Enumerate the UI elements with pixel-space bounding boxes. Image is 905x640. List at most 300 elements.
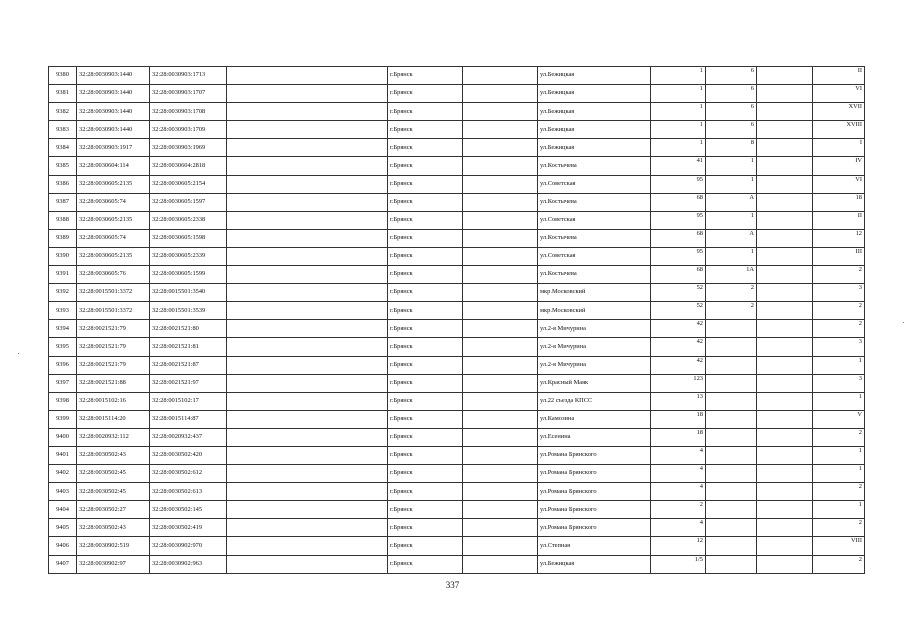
- cell-row-number: 9381: [49, 85, 77, 103]
- cell-city: г.Брянск: [388, 229, 463, 247]
- cell-street: ул.2-я Мичурина: [538, 338, 651, 356]
- cell-apartment: 1: [813, 465, 865, 483]
- cell-cadastral-block: 32:28:0015501:3372: [77, 302, 150, 320]
- cell-empty-col: [227, 211, 388, 229]
- cell-building: [706, 501, 757, 519]
- cell-street: ул.Костычева: [538, 229, 651, 247]
- cell-building: [706, 519, 757, 537]
- cell-empty-col: [463, 374, 538, 392]
- cell-house-number: 1: [651, 103, 706, 121]
- cell-city: г.Брянск: [388, 139, 463, 157]
- cell-cadastral-block: 32:28:0030502:45: [77, 465, 150, 483]
- cell-apartment: 3: [813, 374, 865, 392]
- cell-cadastral-block: 32:28:0030605:76: [77, 266, 150, 284]
- cell-empty-col: [227, 555, 388, 573]
- cell-empty-col: [757, 483, 813, 501]
- cell-cadastral-number: 32:28:0030903:1707: [150, 85, 227, 103]
- cell-empty-col: [463, 410, 538, 428]
- cell-cadastral-block: 32:28:0030902:97: [77, 555, 150, 573]
- cell-apartment: IV: [813, 157, 865, 175]
- cell-cadastral-number: 32:28:0030605:1598: [150, 229, 227, 247]
- cell-cadastral-number: 32:28:0021521:80: [150, 320, 227, 338]
- cell-cadastral-block: 32:28:0021521:88: [77, 374, 150, 392]
- cell-street: ул.Советская: [538, 175, 651, 193]
- cell-building: [706, 374, 757, 392]
- cell-city: г.Брянск: [388, 67, 463, 85]
- cell-building: 1: [706, 157, 757, 175]
- table-row: [49, 338, 865, 356]
- cell-city: г.Брянск: [388, 211, 463, 229]
- table-row: [49, 356, 865, 374]
- cell-house-number: 13: [651, 392, 706, 410]
- scan-mark: [18, 353, 19, 354]
- cell-building: 6: [706, 103, 757, 121]
- scan-mark: [903, 322, 904, 323]
- cell-empty-col: [227, 175, 388, 193]
- cell-cadastral-number: 32:28:0030502:613: [150, 483, 227, 501]
- cell-building: [706, 320, 757, 338]
- cell-building: [706, 338, 757, 356]
- cell-row-number: 9405: [49, 519, 77, 537]
- cell-empty-col: [757, 121, 813, 139]
- cell-house-number: 4: [651, 465, 706, 483]
- cell-cadastral-block: 32:28:0030903:1917: [77, 139, 150, 157]
- cell-row-number: 9399: [49, 410, 77, 428]
- cell-cadastral-block: 32:28:0015501:3372: [77, 284, 150, 302]
- cell-empty-col: [757, 229, 813, 247]
- cell-cadastral-number: 32:28:0030605:2338: [150, 211, 227, 229]
- cell-cadastral-block: 32:28:0030903:1440: [77, 67, 150, 85]
- table-row: [49, 465, 865, 483]
- cell-row-number: 9406: [49, 537, 77, 555]
- cell-empty-col: [227, 356, 388, 374]
- cell-empty-col: [463, 320, 538, 338]
- cell-apartment: I: [813, 139, 865, 157]
- table-row: [49, 193, 865, 211]
- cell-empty-col: [757, 211, 813, 229]
- cell-cadastral-number: 32:28:0030605:1597: [150, 193, 227, 211]
- cell-building: 2: [706, 302, 757, 320]
- cell-empty-col: [463, 519, 538, 537]
- cell-cadastral-number: 32:28:0030502:612: [150, 465, 227, 483]
- cell-row-number: 9380: [49, 67, 77, 85]
- cell-city: г.Брянск: [388, 284, 463, 302]
- cell-apartment: III: [813, 247, 865, 265]
- cell-row-number: 9404: [49, 501, 77, 519]
- cell-apartment: 2: [813, 266, 865, 284]
- cell-city: г.Брянск: [388, 302, 463, 320]
- cell-city: г.Брянск: [388, 247, 463, 265]
- cell-empty-col: [463, 229, 538, 247]
- cell-cadastral-number: 32:28:0030605:2339: [150, 247, 227, 265]
- cell-cadastral-block: 32:28:0030903:1440: [77, 103, 150, 121]
- cell-row-number: 9386: [49, 175, 77, 193]
- cell-house-number: 1: [651, 85, 706, 103]
- cell-row-number: 9384: [49, 139, 77, 157]
- table-row: [49, 157, 865, 175]
- cell-house-number: 68: [651, 266, 706, 284]
- cell-row-number: 9397: [49, 374, 77, 392]
- cell-row-number: 9392: [49, 284, 77, 302]
- cell-empty-col: [227, 392, 388, 410]
- cell-empty-col: [757, 175, 813, 193]
- table-body: [49, 67, 865, 574]
- cell-empty-col: [757, 338, 813, 356]
- cell-city: г.Брянск: [388, 465, 463, 483]
- table-row: [49, 302, 865, 320]
- cell-street: ул.Костычева: [538, 266, 651, 284]
- cell-cadastral-block: 32:28:0021521:79: [77, 338, 150, 356]
- cell-house-number: 123: [651, 374, 706, 392]
- cell-empty-col: [227, 446, 388, 464]
- table-row: [49, 537, 865, 555]
- cell-cadastral-number: 32:28:0030605:1599: [150, 266, 227, 284]
- cell-empty-col: [463, 465, 538, 483]
- cell-cadastral-number: 32:28:0030903:1708: [150, 103, 227, 121]
- cell-cadastral-number: 32:28:0015102:17: [150, 392, 227, 410]
- cell-cadastral-number: 32:28:0015114:87: [150, 410, 227, 428]
- cell-street: ул.Бежицкая: [538, 139, 651, 157]
- cell-house-number: 4: [651, 483, 706, 501]
- cell-city: г.Брянск: [388, 483, 463, 501]
- cell-empty-col: [757, 302, 813, 320]
- cell-building: 1: [706, 175, 757, 193]
- cell-cadastral-block: 32:28:0030502:43: [77, 519, 150, 537]
- table-row: [49, 139, 865, 157]
- cell-street: ул.Романа Брянского: [538, 483, 651, 501]
- cell-house-number: 95: [651, 247, 706, 265]
- cell-row-number: 9403: [49, 483, 77, 501]
- cell-empty-col: [463, 302, 538, 320]
- cell-apartment: VIII: [813, 537, 865, 555]
- cell-cadastral-block: 32:28:0015114:20: [77, 410, 150, 428]
- cell-cadastral-number: 32:28:0030903:1713: [150, 67, 227, 85]
- table-row: [49, 446, 865, 464]
- cell-empty-col: [463, 139, 538, 157]
- cell-cadastral-number: 32:28:0030903:1709: [150, 121, 227, 139]
- cell-empty-col: [757, 465, 813, 483]
- cell-building: 1: [706, 211, 757, 229]
- cell-empty-col: [463, 67, 538, 85]
- cell-cadastral-block: 32:28:0030604:114: [77, 157, 150, 175]
- cell-apartment: VI: [813, 85, 865, 103]
- cell-empty-col: [227, 121, 388, 139]
- cell-city: г.Брянск: [388, 175, 463, 193]
- cell-empty-col: [463, 284, 538, 302]
- table-row: [49, 121, 865, 139]
- cell-empty-col: [757, 193, 813, 211]
- cell-apartment: 1: [813, 356, 865, 374]
- table-row: [49, 519, 865, 537]
- cell-cadastral-block: 32:28:0030605:2135: [77, 175, 150, 193]
- cell-cadastral-number: 32:28:0030502:420: [150, 446, 227, 464]
- cell-empty-col: [227, 266, 388, 284]
- cell-cadastral-number: 32:28:0030902:970: [150, 537, 227, 555]
- page-number: 337: [445, 580, 460, 590]
- cell-street: ул.Бежицкая: [538, 85, 651, 103]
- cell-apartment: 2: [813, 428, 865, 446]
- cell-apartment: 3: [813, 284, 865, 302]
- cell-empty-col: [463, 501, 538, 519]
- cell-building: [706, 555, 757, 573]
- cell-cadastral-number: 32:28:0030902:963: [150, 555, 227, 573]
- cell-street: ул.Советская: [538, 247, 651, 265]
- cell-house-number: 95: [651, 211, 706, 229]
- cell-house-number: 95: [651, 175, 706, 193]
- cell-building: [706, 428, 757, 446]
- cell-building: А: [706, 229, 757, 247]
- table-row: [49, 428, 865, 446]
- cell-apartment: 2: [813, 302, 865, 320]
- cell-empty-col: [463, 446, 538, 464]
- cell-city: г.Брянск: [388, 121, 463, 139]
- cell-house-number: 18: [651, 428, 706, 446]
- cell-row-number: 9401: [49, 446, 77, 464]
- cell-empty-col: [227, 302, 388, 320]
- cell-empty-col: [227, 320, 388, 338]
- table-row: [49, 211, 865, 229]
- cell-building: 1: [706, 247, 757, 265]
- cell-apartment: 2: [813, 519, 865, 537]
- cell-building: [706, 465, 757, 483]
- cell-street: ул.Бежицкая: [538, 121, 651, 139]
- cell-cadastral-block: 32:28:0030903:1440: [77, 121, 150, 139]
- cell-empty-col: [463, 121, 538, 139]
- cell-cadastral-number: 32:28:0015501:3539: [150, 302, 227, 320]
- table-row: [49, 85, 865, 103]
- cell-city: г.Брянск: [388, 537, 463, 555]
- cell-empty-col: [757, 555, 813, 573]
- cell-empty-col: [227, 193, 388, 211]
- cell-empty-col: [463, 537, 538, 555]
- cell-row-number: 9394: [49, 320, 77, 338]
- cell-empty-col: [757, 247, 813, 265]
- cell-street: ул.Бежицкая: [538, 555, 651, 573]
- cell-street: ул.Есенина: [538, 428, 651, 446]
- cell-empty-col: [227, 139, 388, 157]
- cell-house-number: 42: [651, 338, 706, 356]
- property-table: [48, 66, 865, 574]
- cell-empty-col: [463, 103, 538, 121]
- cell-building: [706, 483, 757, 501]
- cell-apartment: V: [813, 410, 865, 428]
- cell-house-number: 1: [651, 139, 706, 157]
- cell-empty-col: [463, 266, 538, 284]
- cell-building: А: [706, 193, 757, 211]
- cell-street: мкр.Московский: [538, 302, 651, 320]
- cell-cadastral-block: 32:28:0030605:2135: [77, 247, 150, 265]
- cell-house-number: 68: [651, 229, 706, 247]
- cell-empty-col: [227, 537, 388, 555]
- cell-cadastral-block: 32:28:0021521:79: [77, 356, 150, 374]
- cell-street: ул.Камозина: [538, 410, 651, 428]
- cell-empty-col: [227, 483, 388, 501]
- cell-house-number: 1: [651, 121, 706, 139]
- cell-empty-col: [463, 338, 538, 356]
- cell-house-number: 1: [651, 67, 706, 85]
- cell-house-number: 18: [651, 410, 706, 428]
- cell-city: г.Брянск: [388, 193, 463, 211]
- cell-apartment: 1: [813, 392, 865, 410]
- cell-apartment: 1: [813, 446, 865, 464]
- cell-empty-col: [757, 103, 813, 121]
- cell-city: г.Брянск: [388, 374, 463, 392]
- cell-row-number: 9383: [49, 121, 77, 139]
- cell-empty-col: [757, 67, 813, 85]
- cell-apartment: 2: [813, 555, 865, 573]
- cell-empty-col: [227, 103, 388, 121]
- cell-empty-col: [463, 483, 538, 501]
- cell-street: мкр.Московский: [538, 284, 651, 302]
- cell-empty-col: [463, 428, 538, 446]
- cell-row-number: 9400: [49, 428, 77, 446]
- cell-house-number: 52: [651, 284, 706, 302]
- cell-empty-col: [227, 428, 388, 446]
- cell-cadastral-block: 32:28:0030502:27: [77, 501, 150, 519]
- cell-row-number: 9398: [49, 392, 77, 410]
- cell-street: ул.Романа Брянского: [538, 446, 651, 464]
- cell-empty-col: [757, 392, 813, 410]
- cell-cadastral-block: 32:28:0030903:1440: [77, 85, 150, 103]
- cell-empty-col: [463, 85, 538, 103]
- cell-city: г.Брянск: [388, 501, 463, 519]
- cell-empty-col: [463, 193, 538, 211]
- cell-row-number: 9385: [49, 157, 77, 175]
- cell-building: [706, 392, 757, 410]
- cell-building: 1А: [706, 266, 757, 284]
- cell-row-number: 9391: [49, 266, 77, 284]
- cell-city: г.Брянск: [388, 356, 463, 374]
- cell-cadastral-number: 32:28:0020932:437: [150, 428, 227, 446]
- cell-empty-col: [757, 284, 813, 302]
- cell-city: г.Брянск: [388, 266, 463, 284]
- cell-row-number: 9387: [49, 193, 77, 211]
- cell-city: г.Брянск: [388, 103, 463, 121]
- table-row: [49, 410, 865, 428]
- cell-row-number: 9395: [49, 338, 77, 356]
- cell-cadastral-block: 32:28:0015102:16: [77, 392, 150, 410]
- cell-building: 2: [706, 284, 757, 302]
- cell-house-number: 42: [651, 320, 706, 338]
- cell-row-number: 9388: [49, 211, 77, 229]
- cell-building: 6: [706, 121, 757, 139]
- cell-empty-col: [227, 85, 388, 103]
- cell-street: ул.Степная: [538, 537, 651, 555]
- cell-empty-col: [757, 356, 813, 374]
- cell-cadastral-number: 32:28:0030604:2818: [150, 157, 227, 175]
- cell-cadastral-block: 32:28:0030605:2135: [77, 211, 150, 229]
- cell-cadastral-number: 32:28:0021521:87: [150, 356, 227, 374]
- cell-city: г.Брянск: [388, 157, 463, 175]
- cell-street: ул.Романа Брянского: [538, 465, 651, 483]
- cell-empty-col: [227, 374, 388, 392]
- cell-empty-col: [227, 410, 388, 428]
- cell-apartment: 1: [813, 501, 865, 519]
- cell-city: г.Брянск: [388, 428, 463, 446]
- cell-apartment: VI: [813, 175, 865, 193]
- cell-apartment: XVII: [813, 103, 865, 121]
- cell-street: ул.2-я Мичурина: [538, 320, 651, 338]
- cell-cadastral-block: 32:28:0030502:45: [77, 483, 150, 501]
- cell-street: ул.Красный Маяк: [538, 374, 651, 392]
- cell-apartment: 2: [813, 483, 865, 501]
- cell-empty-col: [757, 446, 813, 464]
- cell-apartment: 3: [813, 338, 865, 356]
- cell-building: [706, 410, 757, 428]
- cell-city: г.Брянск: [388, 446, 463, 464]
- cell-empty-col: [227, 519, 388, 537]
- table-row: [49, 284, 865, 302]
- cell-empty-col: [757, 428, 813, 446]
- cell-building: 6: [706, 67, 757, 85]
- cell-row-number: 9407: [49, 555, 77, 573]
- cell-street: ул.2-я Мичурина: [538, 356, 651, 374]
- cell-street: ул.Костычева: [538, 157, 651, 175]
- cell-city: г.Брянск: [388, 338, 463, 356]
- cell-cadastral-block: 32:28:0030605:74: [77, 229, 150, 247]
- cell-empty-col: [227, 157, 388, 175]
- cell-city: г.Брянск: [388, 320, 463, 338]
- cell-empty-col: [757, 519, 813, 537]
- cell-building: [706, 356, 757, 374]
- cell-empty-col: [227, 465, 388, 483]
- table-row: [49, 555, 865, 573]
- cell-building: [706, 446, 757, 464]
- cell-empty-col: [757, 157, 813, 175]
- cell-house-number: 2: [651, 501, 706, 519]
- cell-apartment: 18: [813, 193, 865, 211]
- cell-house-number: 1/5: [651, 555, 706, 573]
- cell-apartment: XVIII: [813, 121, 865, 139]
- cell-empty-col: [757, 139, 813, 157]
- cell-empty-col: [463, 356, 538, 374]
- cell-house-number: 41: [651, 157, 706, 175]
- cell-empty-col: [463, 175, 538, 193]
- cell-empty-col: [757, 410, 813, 428]
- cell-empty-col: [463, 211, 538, 229]
- cell-row-number: 9402: [49, 465, 77, 483]
- cell-city: г.Брянск: [388, 392, 463, 410]
- table-row: [49, 103, 865, 121]
- table-row: [49, 229, 865, 247]
- cell-cadastral-block: 32:28:0021521:79: [77, 320, 150, 338]
- cell-street: ул.Бежицкая: [538, 67, 651, 85]
- cell-street: ул.Романа Брянского: [538, 501, 651, 519]
- table-row: [49, 483, 865, 501]
- cell-house-number: 4: [651, 519, 706, 537]
- cell-row-number: 9396: [49, 356, 77, 374]
- cell-row-number: 9393: [49, 302, 77, 320]
- cell-empty-col: [757, 320, 813, 338]
- cell-cadastral-block: 32:28:0020932:112: [77, 428, 150, 446]
- cell-street: ул.Костычева: [538, 193, 651, 211]
- table-row: [49, 374, 865, 392]
- cell-apartment: II: [813, 67, 865, 85]
- cell-empty-col: [227, 338, 388, 356]
- cell-empty-col: [463, 157, 538, 175]
- cell-cadastral-block: 32:28:0030605:74: [77, 193, 150, 211]
- cell-cadastral-number: 32:28:0030502:145: [150, 501, 227, 519]
- cell-cadastral-number: 32:28:0015501:3540: [150, 284, 227, 302]
- cell-cadastral-number: 32:28:0030502:419: [150, 519, 227, 537]
- cell-house-number: 12: [651, 537, 706, 555]
- cell-empty-col: [227, 229, 388, 247]
- cell-row-number: 9390: [49, 247, 77, 265]
- cell-empty-col: [227, 67, 388, 85]
- cell-cadastral-number: 32:28:0021521:97: [150, 374, 227, 392]
- cell-city: г.Брянск: [388, 85, 463, 103]
- table-row: [49, 392, 865, 410]
